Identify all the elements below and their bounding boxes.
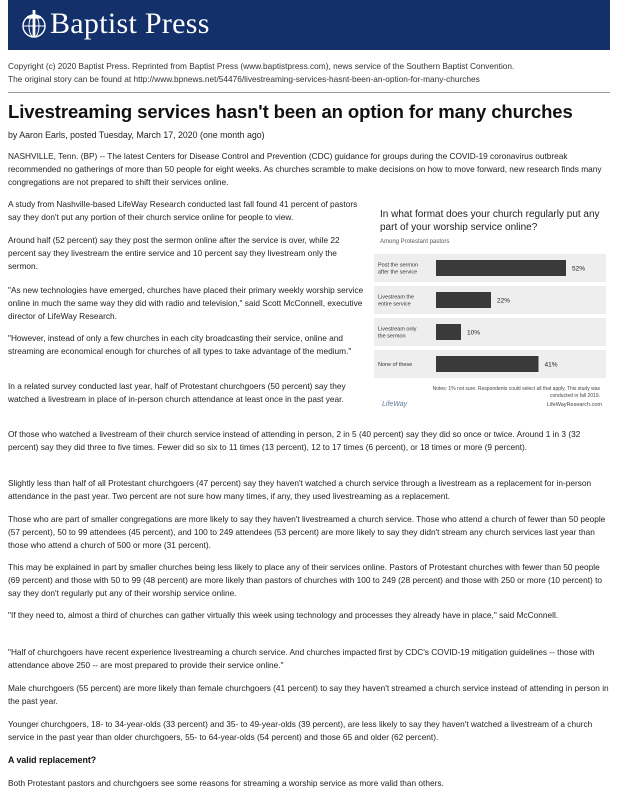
paragraph: Around half (52 percent) say they post the sermon online after the service is over, while 22 percent say they livestream the entire service and 10 percent say they livestream only the sermon. <box>8 235 340 271</box>
paragraph: "As new technologies have emerged, churches have placed their primary weekly worship service online in much the same way they did with radio and television," said Scott McConnell, executive director of LifeWay Research. <box>8 285 364 321</box>
paragraph: "However, instead of only a few churches in each city broadcasting their service, online and streaming are economical enough for churches of all types to take advantage of the medium." <box>8 333 352 356</box>
paragraph: NASHVILLE, Tenn. (BP) -- The latest Centers for Disease Control and Prevention (CDC) guidance for groups during the COVID-19 coronavirus outbreak recommended no gatherings of more than 50 people for eight weeks. As churches scramble to make decisions on how to move forward, new research finds many congregations are not prepared to shift their services online. <box>8 151 602 187</box>
value-label: 10% <box>467 329 481 337</box>
paragraph: A study from Nashville-based LifeWay Research conducted last fall found 41 percent of pastors say they don't put any portion of their church service online for people to view. <box>8 199 358 222</box>
paragraph: Male churchgoers (55 percent) are more likely than female churchgoers (41 percent) to say they haven't streamed a church service instead of attending in person in the past year. <box>8 683 609 706</box>
paragraph: Both Protestant pastors and churchgoers see some reasons for streaming a worship service as more valid than others. <box>8 778 444 788</box>
chart-note: Notes: 1% not sure. Respondents could select all that apply. This study was conducted in fall 2019. <box>432 386 600 399</box>
chart-title: In what format does your church regularly put any part of your worship service online? <box>380 209 600 233</box>
chart-bar <box>436 260 566 276</box>
copyright-notice <box>8 60 608 86</box>
category-label: Livestream only the sermon <box>378 326 417 340</box>
category-label: None of these <box>378 362 413 368</box>
value-label: 22% <box>497 297 511 305</box>
chart-bar <box>436 356 539 372</box>
original-story-link[interactable]: The original story can be found at http://www.bpnews.net/54476/livestreaming-services-hasnt-been-an-option-for-many-churches <box>8 74 480 84</box>
brand-name[interactable]: Baptist Press <box>50 7 210 40</box>
paragraph: Slightly less than half of all Protestant churchgoers (47 percent) say they haven't watched a church service through a livestream as a replacement for in-person attendance in the past year. Two percent are not sure how many times, if any, they used livestreaming as a replacement. <box>8 478 592 501</box>
chart-bar <box>436 292 491 308</box>
chart-subtitle: Among Protestant pastors <box>380 239 450 245</box>
value-label: 52% <box>572 265 586 273</box>
category-label: Post the sermon after the service <box>378 262 419 276</box>
survey-chart <box>374 208 606 412</box>
lifeway-logo: LifeWay <box>382 401 408 408</box>
paragraph: "If they need to, almost a third of churches can gather virtually this week using technology and processes they already have in place," said McConnell. <box>8 610 559 620</box>
cross-globe-icon <box>20 9 48 41</box>
value-label: 41% <box>544 361 558 369</box>
copyright-line: Copyright (c) 2020 Baptist Press. Reprinted from Baptist Press (www.baptistpress.com), news service of the Southern Baptist Convention. <box>8 61 515 71</box>
paragraph: This may be explained in part by smaller churches being less likely to place any of their services online. Pastors of Protestant churches with fewer than 50 people (69 percent) and those with 50 to 99 (48 percent) are more likely than pastors of churches with 100 to 249 (28 percent) and those with 250 or more (10 percent) to say they don't regularly put any of their worship service online. <box>8 562 603 598</box>
chart-bar <box>436 324 461 340</box>
category-label: Livestream the entire service <box>378 294 415 308</box>
divider <box>8 92 610 93</box>
paragraph: "Half of churchgoers have recent experience livestreaming a church service. And churches impacted first by CDC's COVID-19 mitigation guidelines -- those with attendance above 250 -- are most prepared to provide their service online." <box>8 647 595 670</box>
byline: by Aaron Earls, posted Tuesday, March 17, 2020 (one month ago) <box>8 130 265 140</box>
header-banner <box>8 0 610 50</box>
paragraph: In a related survey conducted last year, half of Protestant churchgoers (50 percent) say they watched a livestream in place of in-person church attendance at least once in the past year. <box>8 381 346 404</box>
bar-chart-plot <box>374 248 606 388</box>
section-subhead: A valid replacement? <box>8 755 97 765</box>
lifeway-site: LifeWayResearch.com <box>546 402 602 408</box>
paragraph: Those who are part of smaller congregations are more likely to say they haven't livestreamed a church service. Those who attend a church of fewer than 50 people (57 percent), 50 to 99 attendees (45 percent), and 100 to 249 attendees (53 percent) are more likely to say they didn't stream any church services last year than those who attend a church of 500 or more (31 percent). <box>8 514 606 550</box>
article-title: Livestreaming services hasn't been an option for many churches <box>8 101 573 122</box>
paragraph: Younger churchgoers, 18- to 34-year-olds (33 percent) and 35- to 49-year-olds (39 percent), are less likely to say they haven't watched a livestream of a church service in the past year than older churchgoers, 55- to 64-year-olds (54 percent) and those 65 and older (62 percent). <box>8 719 593 742</box>
paragraph: Of those who watched a livestream of their church service instead of attending in person, 2 in 5 (40 percent) say they did so once or twice. Around 1 in 3 (32 percent) say they did three to five times. Fewer did so six to 11 times (13 percent), 12 to 17 times (6 percent), or 18 times or more (9 percent). <box>8 429 581 452</box>
